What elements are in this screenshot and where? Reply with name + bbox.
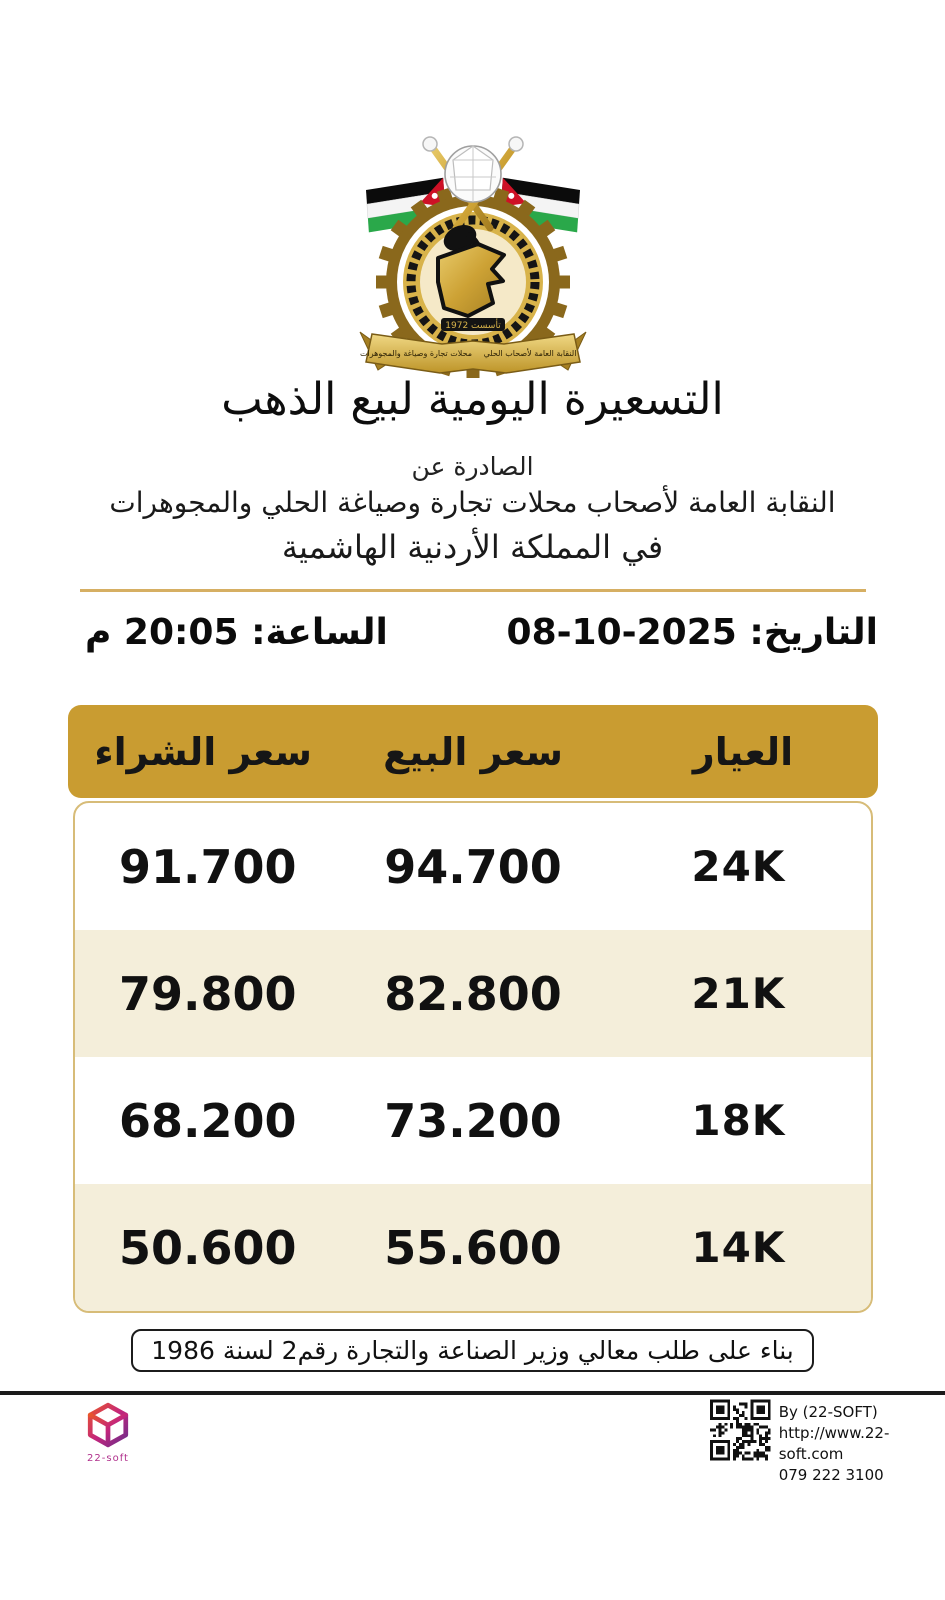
banner-right-text: النقابة العامة لأصحاب الحلي [483,349,576,358]
table-row [75,803,871,930]
table-body [73,801,873,1313]
issued-by-line1: الصادرة عن [411,452,534,481]
issued-by-line3: في المملكة الأردنية الهاشمية [281,528,664,566]
gem-icon [445,146,501,202]
cell-karat: 24K [691,842,786,891]
date-label: التاريخ: [749,612,878,653]
header-cell-karat: العيار [692,729,794,774]
time-label: الساعة: [251,612,388,653]
table-row [75,1184,871,1311]
established-badge [441,318,505,331]
cell-karat: 21K [691,969,786,1018]
cell-sell-price: 94.700 [384,839,562,894]
date-item [507,612,878,653]
date-time-row [0,612,945,653]
credit-by: By (22-SOFT) [778,1403,878,1421]
brand-label: 22-soft [87,1453,129,1464]
header-cell-buy: سعر الشراء [94,729,312,774]
cell-karat: 14K [691,1223,786,1272]
table-row [75,1057,871,1184]
qr-code-icon [710,1398,771,1462]
credit-phone: 079 222 3100 [778,1466,884,1484]
time-item [85,612,388,653]
table-row [75,930,871,1057]
header-cell-sell: سعر البيع [383,729,564,774]
22soft-cube-icon [85,1402,131,1448]
date-value: 08-10-2025 [506,612,737,653]
brand-logo [78,1402,138,1464]
cell-sell-price: 82.800 [384,966,562,1021]
issued-by-line2: النقابة العامة لأصحاب محلات تجارة وصياغة الحلي والمجوهرات [109,486,836,519]
syndicate-emblem-icon [338,132,608,378]
banner-left-text: محلات تجارة وصياغة والمجوهرات [359,349,472,358]
time-value: 20:05 م [85,612,239,653]
cell-buy-price: 50.600 [119,1220,297,1275]
note-wrap [0,1329,945,1372]
established-text: تأسست 1972 [444,321,501,331]
page-title: التسعيرة اليومية لبيع الذهب [221,374,724,425]
cell-buy-price: 68.200 [119,1093,297,1148]
cell-sell-price: 55.600 [384,1220,562,1275]
gold-divider [80,589,866,592]
credit-block [710,1398,945,1486]
price-table [68,705,878,1313]
cell-sell-price: 73.200 [384,1093,562,1148]
cell-buy-price: 91.700 [119,839,297,894]
cell-karat: 18K [691,1096,786,1145]
cell-buy-price: 79.800 [119,966,297,1021]
credit-url[interactable]: http://www.22-soft.com [778,1424,890,1463]
table-header [68,705,878,798]
footer-divider [0,1391,945,1395]
note-box: بناء على طلب معالي وزير الصناعة والتجارة رقم2 لسنة 1986 [131,1329,813,1372]
syndicate-logo [338,132,608,382]
